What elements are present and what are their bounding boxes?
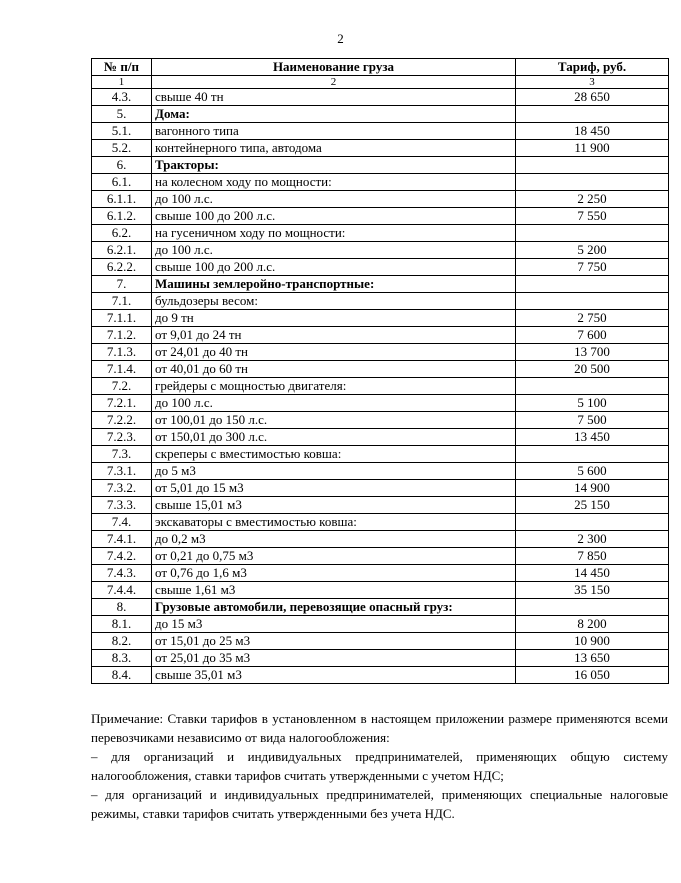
cargo-name-cell: Дома: xyxy=(152,106,516,123)
row-number-cell: 6. xyxy=(92,157,152,174)
row-number-cell: 7.2. xyxy=(92,378,152,395)
row-number-cell: 8.4. xyxy=(92,667,152,684)
header-tariff: Тариф, руб. xyxy=(516,59,669,76)
cargo-name-cell: свыше 100 до 200 л.с. xyxy=(152,259,516,276)
cargo-name-cell: от 100,01 до 150 л.с. xyxy=(152,412,516,429)
tariff-cell xyxy=(516,225,669,242)
column-number-1: 1 xyxy=(92,76,152,89)
table-row xyxy=(92,395,669,412)
table-row xyxy=(92,225,669,242)
column-number-2: 2 xyxy=(152,76,516,89)
row-number-cell: 7.4.3. xyxy=(92,565,152,582)
row-number-cell: 7.1.1. xyxy=(92,310,152,327)
table-row xyxy=(92,514,669,531)
cargo-name-cell: Машины землеройно-транспортные: xyxy=(152,276,516,293)
cargo-name-cell: свыше 40 тн xyxy=(152,89,516,106)
cargo-name-cell: от 40,01 до 60 тн xyxy=(152,361,516,378)
tariff-cell: 28 650 xyxy=(516,89,669,106)
header-number: № п/п xyxy=(92,59,152,76)
cargo-name-cell: до 15 м3 xyxy=(152,616,516,633)
cargo-name-cell: Тракторы: xyxy=(152,157,516,174)
cargo-name-cell: от 0,76 до 1,6 м3 xyxy=(152,565,516,582)
cargo-name-cell: бульдозеры весом: xyxy=(152,293,516,310)
tariff-cell: 11 900 xyxy=(516,140,669,157)
tariff-cell: 35 150 xyxy=(516,582,669,599)
table-row xyxy=(92,344,669,361)
cargo-name-cell: свыше 100 до 200 л.с. xyxy=(152,208,516,225)
cargo-name-cell: на колесном ходу по мощности: xyxy=(152,174,516,191)
table-row xyxy=(92,497,669,514)
row-number-cell: 7.4.4. xyxy=(92,582,152,599)
cargo-name-cell: от 24,01 до 40 тн xyxy=(152,344,516,361)
tariff-cell: 2 300 xyxy=(516,531,669,548)
row-number-cell: 7.2.3. xyxy=(92,429,152,446)
table-row xyxy=(92,157,669,174)
row-number-cell: 7.3.3. xyxy=(92,497,152,514)
tariff-cell: 2 250 xyxy=(516,191,669,208)
tariff-cell: 7 850 xyxy=(516,548,669,565)
cargo-name-cell: от 9,01 до 24 тн xyxy=(152,327,516,344)
row-number-cell: 5. xyxy=(92,106,152,123)
table-row xyxy=(92,310,669,327)
tariff-cell: 7 600 xyxy=(516,327,669,344)
row-number-cell: 7.4.2. xyxy=(92,548,152,565)
tariff-cell: 5 100 xyxy=(516,395,669,412)
cargo-name-cell: свыше 15,01 м3 xyxy=(152,497,516,514)
table-row xyxy=(92,106,669,123)
cargo-name-cell: вагонного типа xyxy=(152,123,516,140)
tariff-cell: 13 450 xyxy=(516,429,669,446)
cargo-name-cell: экскаваторы с вместимостью ковша: xyxy=(152,514,516,531)
table-header-row xyxy=(92,59,669,76)
cargo-name-cell: от 150,01 до 300 л.с. xyxy=(152,429,516,446)
row-number-cell: 6.2.2. xyxy=(92,259,152,276)
table-row xyxy=(92,378,669,395)
row-number-cell: 7.2.1. xyxy=(92,395,152,412)
row-number-cell: 7.4. xyxy=(92,514,152,531)
cargo-name-cell: контейнерного типа, автодома xyxy=(152,140,516,157)
table-row xyxy=(92,191,669,208)
tariff-cell: 25 150 xyxy=(516,497,669,514)
column-number-3: 3 xyxy=(516,76,669,89)
row-number-cell: 7.3.2. xyxy=(92,480,152,497)
tariff-cell xyxy=(516,157,669,174)
table-row xyxy=(92,208,669,225)
cargo-name-cell: грейдеры с мощностью двигателя: xyxy=(152,378,516,395)
tariff-cell: 7 550 xyxy=(516,208,669,225)
row-number-cell: 6.2. xyxy=(92,225,152,242)
tariff-cell: 13 700 xyxy=(516,344,669,361)
row-number-cell: 7.3. xyxy=(92,446,152,463)
row-number-cell: 8.3. xyxy=(92,650,152,667)
tariff-cell xyxy=(516,106,669,123)
row-number-cell: 8. xyxy=(92,599,152,616)
tariff-cell: 10 900 xyxy=(516,633,669,650)
tariff-cell xyxy=(516,174,669,191)
table-row xyxy=(92,429,669,446)
cargo-name-cell: до 100 л.с. xyxy=(152,191,516,208)
tariff-cell: 5 600 xyxy=(516,463,669,480)
tariff-cell: 5 200 xyxy=(516,242,669,259)
tariff-cell xyxy=(516,599,669,616)
cargo-name-cell: свыше 35,01 м3 xyxy=(152,667,516,684)
row-number-cell: 7.1.2. xyxy=(92,327,152,344)
tariff-cell xyxy=(516,514,669,531)
cargo-name-cell: Грузовые автомобили, перевозящие опасный груз: xyxy=(152,599,516,616)
row-number-cell: 7.1.3. xyxy=(92,344,152,361)
cargo-name-cell: до 5 м3 xyxy=(152,463,516,480)
table-row xyxy=(92,633,669,650)
table-row xyxy=(92,361,669,378)
row-number-cell: 4.3. xyxy=(92,89,152,106)
table-row xyxy=(92,565,669,582)
cargo-name-cell: свыше 1,61 м3 xyxy=(152,582,516,599)
tariff-cell: 14 900 xyxy=(516,480,669,497)
tariff-cell: 18 450 xyxy=(516,123,669,140)
note-item-general-tax: – для организаций и индивидуальных предпринимателей, применяющих общую систему налогообложения, ставки тарифов считать утвержденными с учетом НДС; xyxy=(91,749,668,783)
note-item-special-tax: – для организаций и индивидуальных предпринимателей, применяющих специальные налоговые режимы, ставки тарифов считать утвержденными без учета НДС. xyxy=(91,787,668,821)
cargo-name-cell: от 5,01 до 15 м3 xyxy=(152,480,516,497)
table-row xyxy=(92,259,669,276)
tariff-cell xyxy=(516,293,669,310)
table-row xyxy=(92,548,669,565)
row-number-cell: 7. xyxy=(92,276,152,293)
note xyxy=(91,709,668,823)
cargo-name-cell: от 25,01 до 35 м3 xyxy=(152,650,516,667)
table-row xyxy=(92,174,669,191)
cargo-name-cell: до 0,2 м3 xyxy=(152,531,516,548)
row-number-cell: 6.1.2. xyxy=(92,208,152,225)
cargo-name-cell: на гусеничном ходу по мощности: xyxy=(152,225,516,242)
column-numbers-row xyxy=(92,76,669,89)
tariff-cell: 7 500 xyxy=(516,412,669,429)
table-row xyxy=(92,446,669,463)
table-row xyxy=(92,463,669,480)
note-intro: Примечание: Ставки тарифов в установленном в настоящем приложении размере применяются всеми перевозчиками независимо от вида налогообложения: xyxy=(91,711,668,745)
row-number-cell: 6.1. xyxy=(92,174,152,191)
table-row xyxy=(92,599,669,616)
table-row xyxy=(92,616,669,633)
tariff-cell: 16 050 xyxy=(516,667,669,684)
row-number-cell: 7.2.2. xyxy=(92,412,152,429)
row-number-cell: 8.1. xyxy=(92,616,152,633)
cargo-name-cell: от 15,01 до 25 м3 xyxy=(152,633,516,650)
table-row xyxy=(92,242,669,259)
row-number-cell: 5.2. xyxy=(92,140,152,157)
row-number-cell: 7.3.1. xyxy=(92,463,152,480)
row-number-cell: 7.1. xyxy=(92,293,152,310)
table-row xyxy=(92,293,669,310)
cargo-name-cell: от 0,21 до 0,75 м3 xyxy=(152,548,516,565)
tariff-cell xyxy=(516,378,669,395)
table-row xyxy=(92,650,669,667)
table-row xyxy=(92,276,669,293)
tariff-cell: 8 200 xyxy=(516,616,669,633)
table-row xyxy=(92,140,669,157)
tariff-cell xyxy=(516,276,669,293)
cargo-name-cell: скреперы с вместимостью ковша: xyxy=(152,446,516,463)
row-number-cell: 8.2. xyxy=(92,633,152,650)
table-row xyxy=(92,123,669,140)
cargo-name-cell: до 100 л.с. xyxy=(152,242,516,259)
tariff-table xyxy=(91,58,669,684)
tariff-cell: 7 750 xyxy=(516,259,669,276)
table-row xyxy=(92,480,669,497)
table-row xyxy=(92,89,669,106)
cargo-name-cell: до 100 л.с. xyxy=(152,395,516,412)
row-number-cell: 6.2.1. xyxy=(92,242,152,259)
table-row xyxy=(92,667,669,684)
tariff-cell: 2 750 xyxy=(516,310,669,327)
tariff-cell: 20 500 xyxy=(516,361,669,378)
header-cargo-name: Наименование груза xyxy=(152,59,516,76)
row-number-cell: 7.4.1. xyxy=(92,531,152,548)
cargo-name-cell: до 9 тн xyxy=(152,310,516,327)
tariff-cell: 13 650 xyxy=(516,650,669,667)
table-row xyxy=(92,582,669,599)
row-number-cell: 7.1.4. xyxy=(92,361,152,378)
tariff-cell: 14 450 xyxy=(516,565,669,582)
page-number: 2 xyxy=(337,31,344,46)
table-row xyxy=(92,412,669,429)
table-row xyxy=(92,531,669,548)
row-number-cell: 5.1. xyxy=(92,123,152,140)
row-number-cell: 6.1.1. xyxy=(92,191,152,208)
tariff-cell xyxy=(516,446,669,463)
table-row xyxy=(92,327,669,344)
